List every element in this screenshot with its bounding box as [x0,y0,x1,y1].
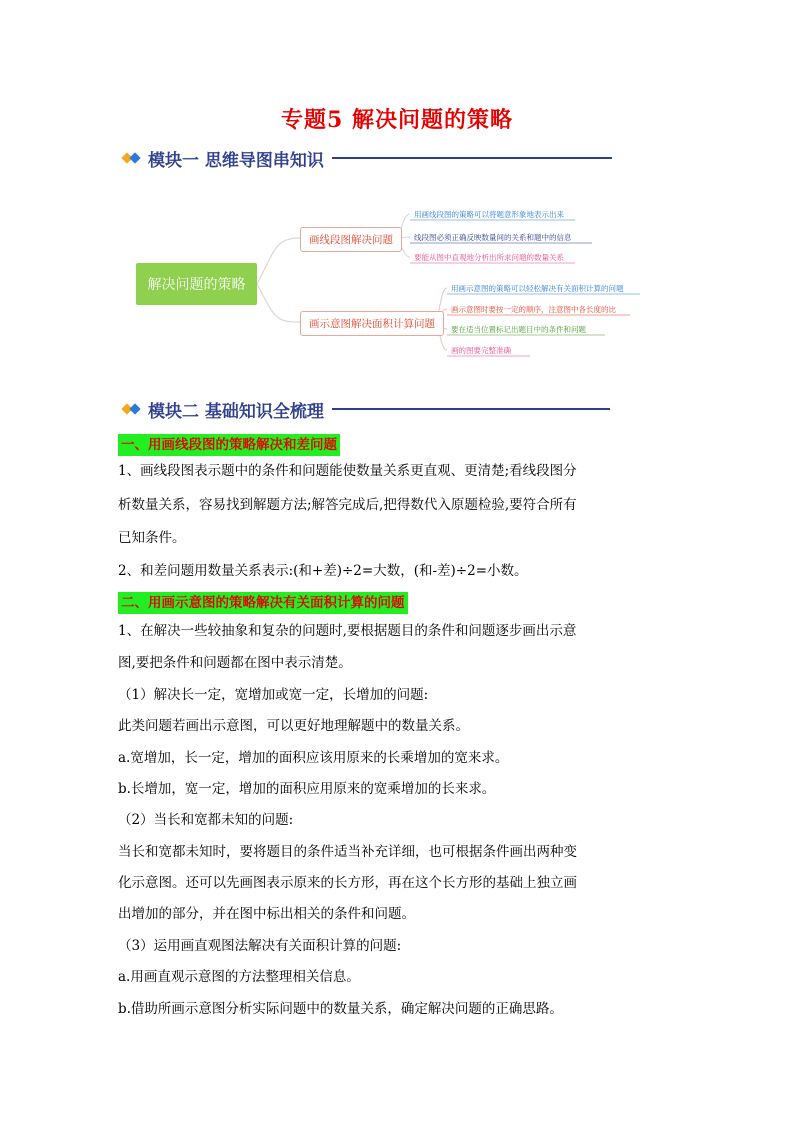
module-divider [332,157,612,159]
mindmap-leaf: 画的图要完整准确 [451,346,511,355]
paragraph-line: 1、在解决一些较抽象和复杂的问题时,要根据题目的条件和问题逐步画出示意 [118,623,577,639]
paragraph-line: 2、和差问题用数量关系表示:(和+差)÷2=大数，(和-差)÷2=小数。 [118,563,528,579]
subheading: （3）运用画直观图法解决有关面积计算的问题: [118,938,402,954]
paragraph-line: 当长和宽都未知时，要将题目的条件适当补充详细，也可根据条件画出两种变 [118,844,577,860]
paragraph-line: 出增加的部分，并在图中标出相关的条件和问题。 [118,906,415,922]
module-two-title: 模块二 基础知识全梳理 [148,401,324,422]
subheading: （2）当长和宽都未知的问题: [118,812,294,828]
mindmap-leaf: 要在适当位置标记出题目中的条件和问题 [451,325,586,334]
paragraph-line: a.用画直观示意图的方法整理相关信息。 [118,969,360,985]
module-one-heading [122,146,612,170]
module-two-heading [122,397,610,421]
paragraph-line: 析数量关系，容易找到解题方法;解答完成后,把得数代入原题检验,要符合所有 [118,497,577,513]
subheading: （1）解决长一定，宽增加或宽一定，长增加的问题: [118,687,429,703]
page-title: 专题5 解决问题的策略 [281,107,513,133]
mindmap-connectors [0,0,794,400]
paragraph-line: a.宽增加，长一定，增加的面积应该用原来的长乘增加的宽来求。 [118,750,509,766]
paragraph-line: b.长增加，宽一定，增加的面积应用原来的宽乘增加的长来求。 [118,781,496,797]
module-divider [332,408,610,410]
mindmap-leaf: 线段图必须正确反映数量间的关系和题中的信息 [414,233,572,242]
mindmap-leaf: 要能从图中直观地分析出所求问题的数量关系 [414,253,564,262]
paragraph-line: 1、画线段图表示题中的条件和问题能使数量关系更直观、更清楚;看线段图分 [118,463,577,479]
mindmap-leaf: 用画示意图的策略可以轻松解决有关面积计算的问题 [451,284,624,293]
mindmap-root-node: 解决问题的策略 [136,263,257,305]
mindmap-leaf: 用画线段图的策略可以将题意形象地表示出来 [414,210,564,219]
mindmap-leaf: 画示意图时要按一定的顺序，注意图中各长度的比 [451,305,616,314]
paragraph-line: 化示意图。还可以先画图表示原来的长方形，再在这个长方形的基础上独立画 [118,875,577,891]
paragraph-line: 图,要把条件和问题都在图中表示清楚。 [118,655,352,671]
mindmap-branch-sketch-diagram: 画示意图解决面积计算问题 [300,311,444,336]
section-one-heading: 一、用画线段图的策略解决和差问题 [118,434,340,456]
paragraph-line: 此类问题若画出示意图，可以更好地理解题中的数量关系。 [118,718,469,734]
mindmap-branch-line-diagram: 画线段图解决问题 [300,227,402,252]
diamond-bullet-icon [122,150,144,166]
paragraph-line: 已知条件。 [118,530,186,546]
paragraph-line: b.借助所画示意图分析实际问题中的数量关系，确定解决问题的正确思路。 [118,1001,563,1017]
section-two-heading: 二、用画示意图的策略解决有关面积计算的问题 [118,592,408,614]
module-one-title: 模块一 思维导图串知识 [148,150,324,171]
diamond-bullet-icon [122,401,144,417]
